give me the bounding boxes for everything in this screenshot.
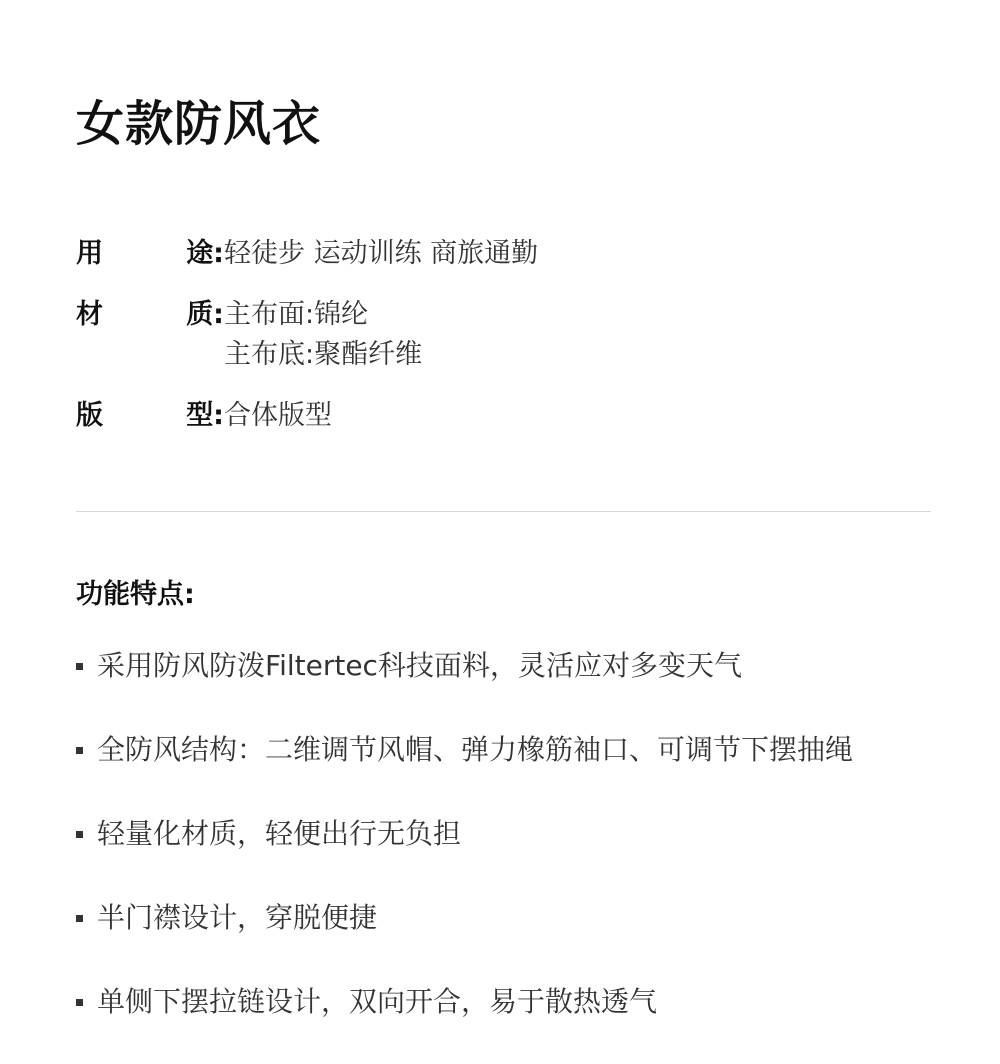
spec-label-last-char: 型: (186, 400, 224, 431)
square-bullet-icon (76, 915, 83, 922)
spec-value-line: 主布面:锦纶 (224, 299, 369, 330)
list-item (76, 980, 956, 1024)
spec-row-fit (76, 396, 936, 436)
section-divider (76, 511, 931, 512)
list-item (76, 644, 956, 688)
spec-label-first-char: 材 (76, 299, 103, 330)
spec-label-first-char: 版 (76, 400, 103, 431)
square-bullet-icon (76, 747, 83, 754)
spec-label-last-char: 途: (186, 238, 224, 269)
spec-value-line: 主布底:聚酯纤维 (224, 339, 423, 370)
square-bullet-icon (76, 663, 83, 670)
page-title: 女款防风衣 (76, 96, 322, 152)
spec-label-fit (76, 396, 224, 436)
feature-text: 半门襟设计，穿脱便捷 (97, 901, 378, 934)
features-list (76, 644, 956, 1064)
spec-value-usage (224, 234, 538, 274)
spec-row-usage (76, 234, 936, 274)
spec-label-material (76, 295, 224, 335)
spec-label-first-char: 用 (76, 238, 103, 269)
feature-text: 单侧下摆拉链设计，双向开合，易于散热透气 (97, 985, 658, 1018)
spec-label-last-char: 质: (186, 299, 224, 330)
list-item (76, 896, 956, 940)
spec-value-line: 合体版型 (224, 400, 332, 431)
list-item (76, 728, 956, 772)
product-specs (76, 234, 936, 457)
list-item (76, 812, 956, 856)
spec-value-fit (224, 396, 332, 436)
feature-text: 轻量化材质，轻便出行无负担 (97, 817, 462, 850)
square-bullet-icon (76, 999, 83, 1006)
spec-label-usage (76, 234, 224, 274)
square-bullet-icon (76, 831, 83, 838)
features-heading: 功能特点: (76, 579, 195, 610)
spec-value-line: 轻徒步 运动训练 商旅通勤 (224, 238, 539, 269)
feature-text: 采用防风防泼Filtertec科技面料，灵活应对多变天气 (97, 649, 742, 682)
feature-text: 全防风结构：二维调节风帽、弹力橡筋袖口、可调节下摆抽绳 (97, 733, 854, 766)
spec-row-material (76, 295, 936, 375)
spec-value-material (224, 295, 422, 375)
